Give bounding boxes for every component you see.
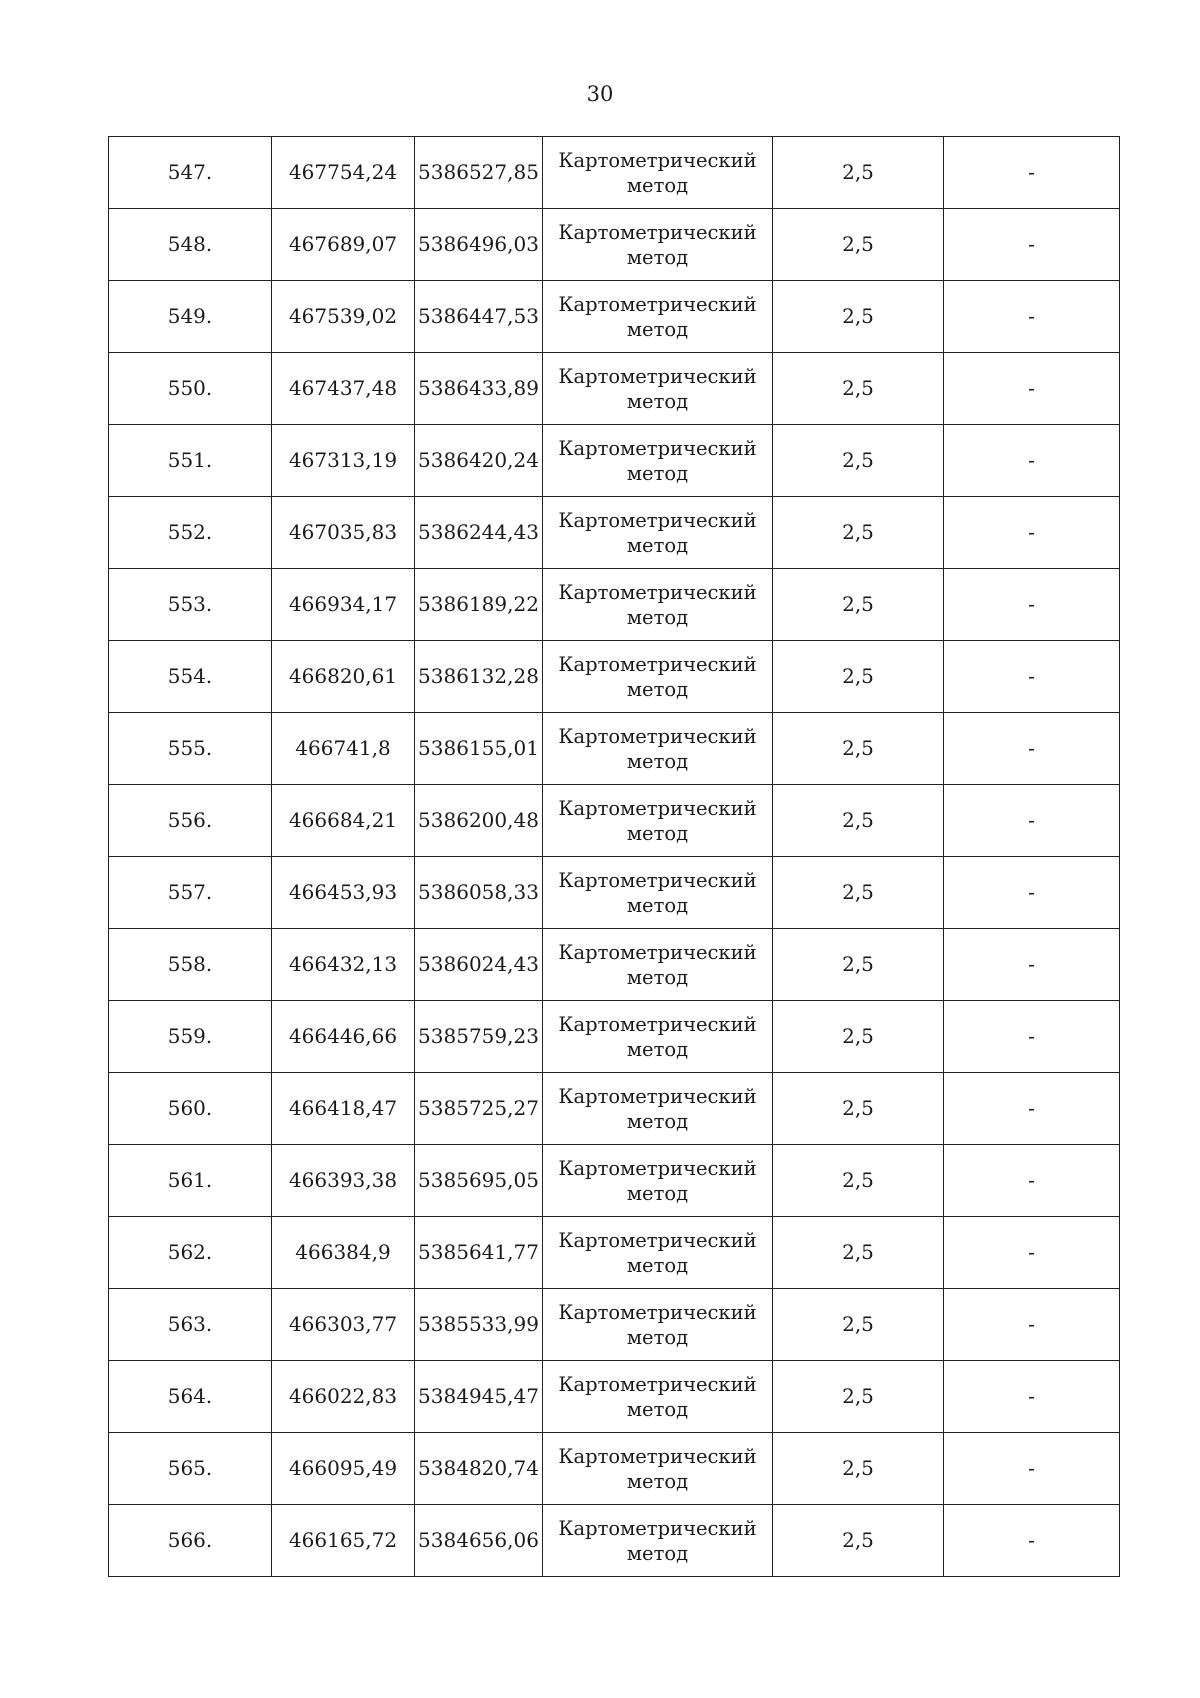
method-cell — [543, 785, 773, 857]
x-coordinate-cell: 466303,77 — [272, 1289, 415, 1361]
accuracy-cell: 2,5 — [773, 497, 944, 569]
point-number-cell: 552. — [109, 497, 272, 569]
x-coordinate-cell: 466684,21 — [272, 785, 415, 857]
accuracy-cell: 2,5 — [773, 1289, 944, 1361]
point-number-cell: 549. — [109, 281, 272, 353]
point-number-cell: 553. — [109, 569, 272, 641]
method-cell — [543, 713, 773, 785]
x-coordinate-cell: 466446,66 — [272, 1001, 415, 1073]
note-cell: - — [944, 569, 1120, 641]
note-cell: - — [944, 1217, 1120, 1289]
method-cell — [543, 641, 773, 713]
method-cell — [543, 1289, 773, 1361]
accuracy-cell: 2,5 — [773, 425, 944, 497]
coordinates-table — [108, 136, 1120, 1577]
note-cell: - — [944, 281, 1120, 353]
note-cell: - — [944, 641, 1120, 713]
note-cell: - — [944, 929, 1120, 1001]
point-number-cell: 556. — [109, 785, 272, 857]
x-coordinate-cell: 466384,9 — [272, 1217, 415, 1289]
table-row — [109, 857, 1120, 929]
point-number-cell: 550. — [109, 353, 272, 425]
method-line-1: Картометрический — [558, 292, 757, 316]
method-line-1: Картометрический — [558, 724, 757, 748]
x-coordinate-cell: 467313,19 — [272, 425, 415, 497]
y-coordinate-cell: 5386058,33 — [415, 857, 543, 929]
method-line-1: Картометрический — [558, 868, 757, 892]
table-row — [109, 785, 1120, 857]
x-coordinate-cell: 466820,61 — [272, 641, 415, 713]
method-line-2: метод — [626, 1253, 689, 1277]
note-cell: - — [944, 1433, 1120, 1505]
table-row — [109, 425, 1120, 497]
table-row — [109, 137, 1120, 209]
x-coordinate-cell: 466453,93 — [272, 857, 415, 929]
y-coordinate-cell: 5385759,23 — [415, 1001, 543, 1073]
note-cell: - — [944, 497, 1120, 569]
accuracy-cell: 2,5 — [773, 569, 944, 641]
method-line-1: Картометрический — [558, 436, 757, 460]
accuracy-cell: 2,5 — [773, 929, 944, 1001]
note-cell: - — [944, 1361, 1120, 1433]
point-number-cell: 561. — [109, 1145, 272, 1217]
table-row — [109, 713, 1120, 785]
x-coordinate-cell: 466022,83 — [272, 1361, 415, 1433]
table-row — [109, 497, 1120, 569]
method-cell — [543, 569, 773, 641]
accuracy-cell: 2,5 — [773, 857, 944, 929]
table-row — [109, 1145, 1120, 1217]
x-coordinate-cell: 466418,47 — [272, 1073, 415, 1145]
coordinates-table-body — [109, 137, 1120, 1577]
y-coordinate-cell: 5385725,27 — [415, 1073, 543, 1145]
note-cell: - — [944, 425, 1120, 497]
table-row — [109, 281, 1120, 353]
point-number-cell: 558. — [109, 929, 272, 1001]
note-cell: - — [944, 857, 1120, 929]
method-cell — [543, 353, 773, 425]
point-number-cell: 560. — [109, 1073, 272, 1145]
point-number-cell: 564. — [109, 1361, 272, 1433]
method-cell — [543, 1433, 773, 1505]
method-cell — [543, 1505, 773, 1577]
accuracy-cell: 2,5 — [773, 137, 944, 209]
x-coordinate-cell: 466432,13 — [272, 929, 415, 1001]
note-cell: - — [944, 785, 1120, 857]
method-line-2: метод — [626, 893, 689, 917]
table-row — [109, 1073, 1120, 1145]
point-number-cell: 555. — [109, 713, 272, 785]
accuracy-cell: 2,5 — [773, 1073, 944, 1145]
y-coordinate-cell: 5385533,99 — [415, 1289, 543, 1361]
method-cell — [543, 425, 773, 497]
method-cell — [543, 929, 773, 1001]
point-number-cell: 557. — [109, 857, 272, 929]
method-cell — [543, 857, 773, 929]
method-line-2: метод — [626, 1037, 689, 1061]
accuracy-cell: 2,5 — [773, 1217, 944, 1289]
method-line-2: метод — [626, 1469, 689, 1493]
y-coordinate-cell: 5386496,03 — [415, 209, 543, 281]
accuracy-cell: 2,5 — [773, 1001, 944, 1073]
x-coordinate-cell: 466934,17 — [272, 569, 415, 641]
method-line-1: Картометрический — [558, 508, 757, 532]
method-line-2: метод — [626, 749, 689, 773]
table-row — [109, 353, 1120, 425]
method-line-2: метод — [626, 1541, 689, 1565]
accuracy-cell: 2,5 — [773, 1361, 944, 1433]
accuracy-cell: 2,5 — [773, 785, 944, 857]
method-cell — [543, 137, 773, 209]
note-cell: - — [944, 1289, 1120, 1361]
accuracy-cell: 2,5 — [773, 209, 944, 281]
x-coordinate-cell: 467754,24 — [272, 137, 415, 209]
note-cell: - — [944, 209, 1120, 281]
y-coordinate-cell: 5386527,85 — [415, 137, 543, 209]
y-coordinate-cell: 5385641,77 — [415, 1217, 543, 1289]
y-coordinate-cell: 5386447,53 — [415, 281, 543, 353]
accuracy-cell: 2,5 — [773, 641, 944, 713]
accuracy-cell: 2,5 — [773, 1505, 944, 1577]
point-number-cell: 551. — [109, 425, 272, 497]
y-coordinate-cell: 5384820,74 — [415, 1433, 543, 1505]
method-line-2: метод — [626, 1325, 689, 1349]
table-row — [109, 641, 1120, 713]
note-cell: - — [944, 713, 1120, 785]
accuracy-cell: 2,5 — [773, 281, 944, 353]
method-cell — [543, 1217, 773, 1289]
method-line-2: метод — [626, 1109, 689, 1133]
point-number-cell: 566. — [109, 1505, 272, 1577]
note-cell: - — [944, 1001, 1120, 1073]
method-cell — [543, 497, 773, 569]
method-cell — [543, 281, 773, 353]
accuracy-cell: 2,5 — [773, 1433, 944, 1505]
accuracy-cell: 2,5 — [773, 713, 944, 785]
table-row — [109, 1433, 1120, 1505]
point-number-cell: 554. — [109, 641, 272, 713]
method-line-2: метод — [626, 173, 689, 197]
x-coordinate-cell: 466095,49 — [272, 1433, 415, 1505]
method-line-1: Картометрический — [558, 364, 757, 388]
table-row — [109, 929, 1120, 1001]
note-cell: - — [944, 1505, 1120, 1577]
method-line-2: метод — [626, 965, 689, 989]
method-cell — [543, 209, 773, 281]
y-coordinate-cell: 5384656,06 — [415, 1505, 543, 1577]
method-line-2: метод — [626, 605, 689, 629]
method-line-2: метод — [626, 533, 689, 557]
note-cell: - — [944, 1073, 1120, 1145]
y-coordinate-cell: 5386189,22 — [415, 569, 543, 641]
y-coordinate-cell: 5386200,48 — [415, 785, 543, 857]
x-coordinate-cell: 466165,72 — [272, 1505, 415, 1577]
method-cell — [543, 1001, 773, 1073]
method-line-2: метод — [626, 317, 689, 341]
method-line-1: Картометрический — [558, 796, 757, 820]
table-row — [109, 1505, 1120, 1577]
method-cell — [543, 1145, 773, 1217]
method-line-1: Картометрический — [558, 1084, 757, 1108]
point-number-cell: 565. — [109, 1433, 272, 1505]
y-coordinate-cell: 5386244,43 — [415, 497, 543, 569]
method-line-1: Картометрический — [558, 148, 757, 172]
method-line-1: Картометрический — [558, 220, 757, 244]
note-cell: - — [944, 1145, 1120, 1217]
table-row — [109, 1001, 1120, 1073]
table-row — [109, 1289, 1120, 1361]
method-line-2: метод — [626, 461, 689, 485]
table-row — [109, 569, 1120, 641]
page-number: 30 — [586, 82, 614, 106]
x-coordinate-cell: 467437,48 — [272, 353, 415, 425]
accuracy-cell: 2,5 — [773, 353, 944, 425]
method-line-2: метод — [626, 677, 689, 701]
note-cell: - — [944, 137, 1120, 209]
point-number-cell: 547. — [109, 137, 272, 209]
y-coordinate-cell: 5386132,28 — [415, 641, 543, 713]
method-line-1: Картометрический — [558, 940, 757, 964]
method-line-2: метод — [626, 1181, 689, 1205]
method-line-2: метод — [626, 1397, 689, 1421]
point-number-cell: 562. — [109, 1217, 272, 1289]
x-coordinate-cell: 467689,07 — [272, 209, 415, 281]
y-coordinate-cell: 5386024,43 — [415, 929, 543, 1001]
method-line-2: метод — [626, 821, 689, 845]
point-number-cell: 559. — [109, 1001, 272, 1073]
accuracy-cell: 2,5 — [773, 1145, 944, 1217]
table-row — [109, 209, 1120, 281]
x-coordinate-cell: 467539,02 — [272, 281, 415, 353]
y-coordinate-cell: 5386420,24 — [415, 425, 543, 497]
x-coordinate-cell: 467035,83 — [272, 497, 415, 569]
method-line-2: метод — [626, 245, 689, 269]
method-line-1: Картометрический — [558, 1228, 757, 1252]
x-coordinate-cell: 466741,8 — [272, 713, 415, 785]
method-line-1: Картометрический — [558, 580, 757, 604]
point-number-cell: 563. — [109, 1289, 272, 1361]
method-line-1: Картометрический — [558, 1444, 757, 1468]
y-coordinate-cell: 5384945,47 — [415, 1361, 543, 1433]
y-coordinate-cell: 5386155,01 — [415, 713, 543, 785]
method-line-1: Картометрический — [558, 1516, 757, 1540]
method-line-1: Картометрический — [558, 652, 757, 676]
table-row — [109, 1217, 1120, 1289]
method-cell — [543, 1073, 773, 1145]
method-line-1: Картометрический — [558, 1012, 757, 1036]
method-line-2: метод — [626, 389, 689, 413]
x-coordinate-cell: 466393,38 — [272, 1145, 415, 1217]
point-number-cell: 548. — [109, 209, 272, 281]
method-line-1: Картометрический — [558, 1156, 757, 1180]
method-line-1: Картометрический — [558, 1300, 757, 1324]
note-cell: - — [944, 353, 1120, 425]
method-line-1: Картометрический — [558, 1372, 757, 1396]
table-row — [109, 1361, 1120, 1433]
y-coordinate-cell: 5385695,05 — [415, 1145, 543, 1217]
method-cell — [543, 1361, 773, 1433]
y-coordinate-cell: 5386433,89 — [415, 353, 543, 425]
